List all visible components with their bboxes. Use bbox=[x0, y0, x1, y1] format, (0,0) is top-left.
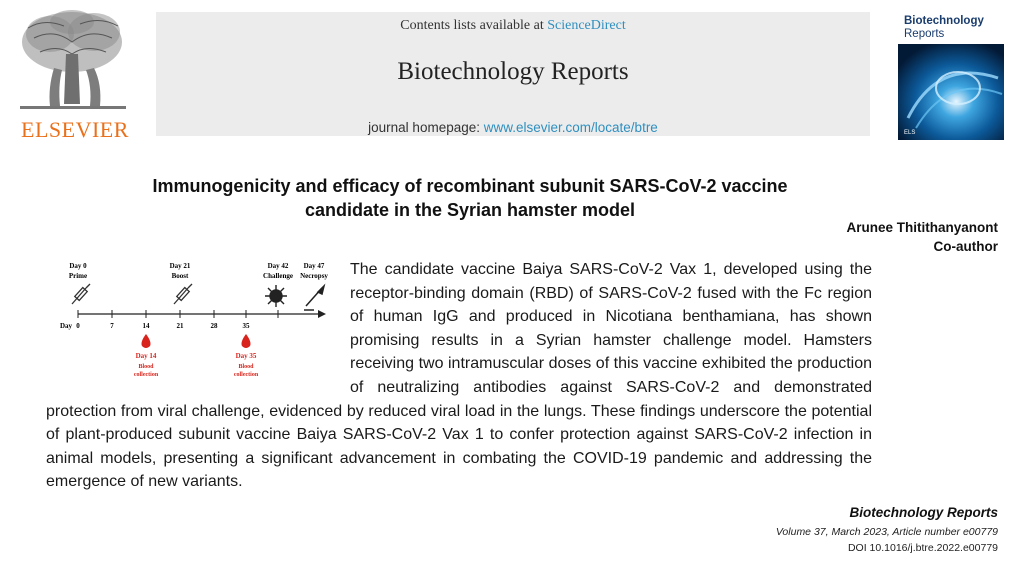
tree-icon bbox=[14, 8, 132, 118]
event-day-necropsy: Day 47 bbox=[303, 262, 325, 270]
tick-label: 28 bbox=[210, 322, 218, 330]
journal-title: Biotechnology Reports bbox=[397, 58, 629, 85]
journal-banner bbox=[156, 12, 870, 136]
homepage-line bbox=[156, 120, 870, 135]
tick-label: 7 bbox=[110, 322, 114, 330]
event-label-blood-2b: collection bbox=[233, 372, 259, 378]
homepage-prefix: journal homepage: bbox=[368, 120, 484, 135]
event-day-boost: Day 21 bbox=[169, 262, 191, 270]
event-day-prime: Day 0 bbox=[69, 262, 87, 270]
article-title: Immunogenicity and efficacy of recombinant subunit SARS-CoV-2 vaccine candidate in the Syrian hamster model bbox=[152, 176, 788, 220]
event-day-challenge: Day 42 bbox=[267, 262, 289, 270]
journal-cover bbox=[898, 8, 1004, 140]
author-name: Arunee Thitithanyanont bbox=[846, 220, 998, 235]
event-label-challenge: Challenge bbox=[263, 272, 293, 280]
publisher-wordmark: ELSEVIER bbox=[21, 117, 129, 142]
cover-title-line2: Reports bbox=[904, 28, 945, 40]
event-label-necropsy: Necropsy bbox=[300, 272, 328, 280]
contents-prefix: Contents lists available at bbox=[400, 18, 548, 33]
citation-volume: Volume 37, March 2023, Article number e00779 bbox=[775, 526, 998, 538]
tick-label: 35 bbox=[242, 322, 250, 330]
citation-journal: Biotechnology Reports bbox=[849, 505, 998, 520]
tick-label: 14 bbox=[142, 322, 150, 330]
cover-title-line1: Biotechnology bbox=[904, 15, 984, 27]
event-label-boost: Boost bbox=[171, 272, 189, 280]
abstract-text: The candidate vaccine Baiya SARS-CoV-2 Vax 1, developed using the receptor-binding domain (RBD) of SARS-CoV-2 fused with the Fc region of human IgG and produced in Nicotiana benthamiana, has shown promising results in a Syrian hamster challenge model. Hamsters receiving two intramuscular doses of this vaccine exhibited the production of neutralizing antibodies against SARS-CoV-2 and demonstrated protection from viral challenge, evidenced by reduced viral load in the lungs. These findings underscore the potential of plant-produced subunit vaccine Baiya SARS-CoV-2 Vax 1 to confer protection against SARS-CoV-2 infection in animal models, presenting a significant advancement in combating the COVID-19 pandemic and addressing the emergence of new variants. bbox=[46, 261, 872, 491]
author-role: Co-author bbox=[933, 239, 998, 254]
author-block bbox=[847, 218, 999, 256]
tick-label: 21 bbox=[176, 322, 184, 330]
cover-image bbox=[898, 8, 1004, 140]
homepage-link[interactable]: www.elsevier.com/locate/btre bbox=[483, 120, 658, 135]
event-label-blood-1a: Blood bbox=[138, 364, 154, 370]
event-label-blood-2a: Blood bbox=[238, 364, 254, 370]
axis-label: Day bbox=[60, 322, 73, 330]
sciencedirect-link[interactable]: ScienceDirect bbox=[547, 18, 626, 33]
tick-label: 0 bbox=[76, 322, 80, 330]
event-label-blood-1b: collection bbox=[133, 372, 159, 378]
abstract bbox=[46, 258, 872, 494]
event-label-prime: Prime bbox=[68, 272, 88, 280]
citation-doi[interactable]: DOI 10.1016/j.btre.2022.e00779 bbox=[847, 542, 998, 554]
cover-badge: ELS bbox=[904, 130, 916, 136]
contents-line bbox=[156, 18, 870, 34]
figure-spacer bbox=[46, 258, 350, 376]
event-day-blood-2: Day 35 bbox=[235, 352, 257, 360]
event-day-blood-1: Day 14 bbox=[135, 352, 157, 360]
